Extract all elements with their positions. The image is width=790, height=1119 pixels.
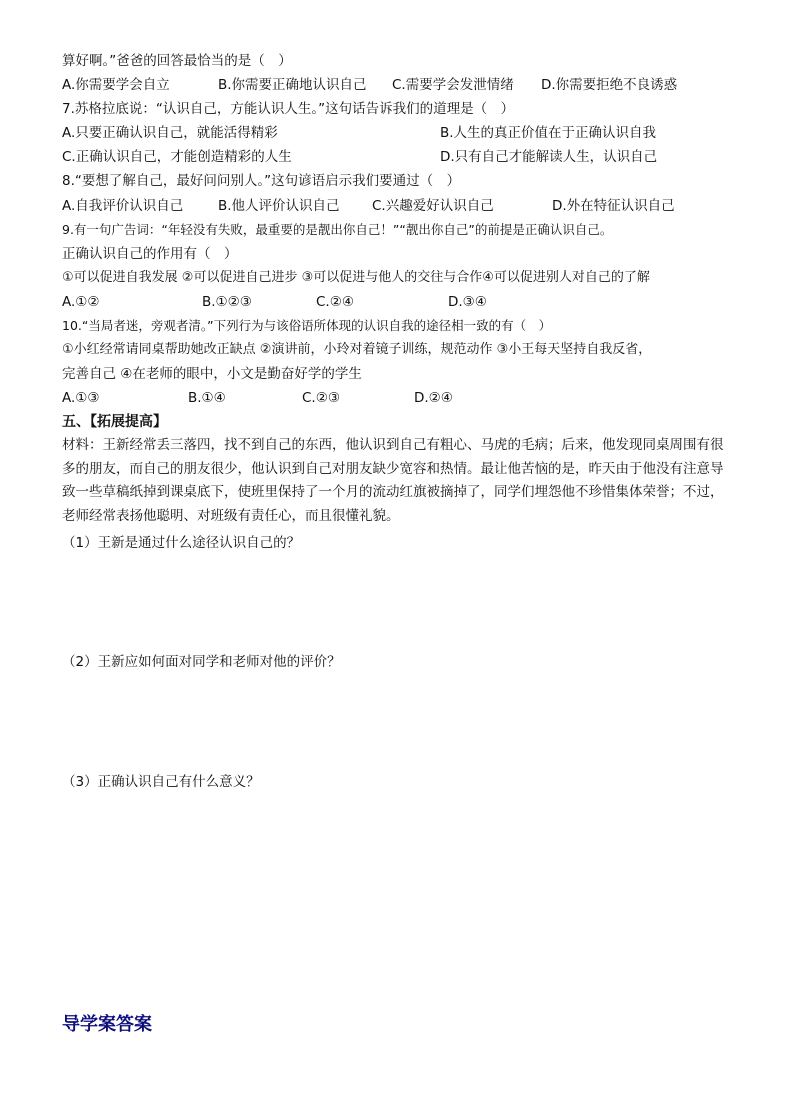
q10-statements-line1: ①小红经常请同桌帮助她改正缺点 ②演讲前，小玲对着镜子训练，规范动作 ③小王每天坚持自我反省， — [62, 342, 652, 357]
q9-option-b: B.①②③ — [202, 294, 252, 310]
q6-option-a: A.你需要学会自立 — [62, 77, 170, 93]
question-2: （2）王新应如何面对同学和老师对他的评价？ — [62, 654, 341, 670]
q9-option-d: D.③④ — [448, 294, 487, 310]
q10-statements-line2: 完善自己 ④在老师的眼中，小文是勤奋好学的学生 — [62, 366, 362, 382]
q7-option-d: D.只有自己才能解读人生，认识自己 — [440, 149, 658, 165]
q8-stem: 8.“要想了解自己，最好问问别人。”这句谚语启示我们要通过（ ） — [62, 173, 461, 189]
q6-option-c: C.需要学会发泄情绪 — [392, 77, 514, 93]
q8-option-b: B.他人评价认识自己 — [218, 198, 340, 214]
q10-option-a: A.①③ — [62, 390, 100, 406]
q9-option-c: C.②④ — [316, 294, 354, 310]
q10-option-b: B.①④ — [188, 390, 226, 406]
q9-statements: ①可以促进自我发展 ②可以促进自己进步 ③可以促进与他人的交往与合作④可以促进别人对自己的了解 — [62, 270, 650, 285]
material-paragraph: 材料：王新经常丢三落四，找不到自己的东西，他认识到自己有粗心、马虎的毛病；后来，他发现同桌周围有很多的朋友，而自己的朋友很少，他认识到自己对朋友缺少宽容和热情。最让他苦恼的是，昨天由于他没有注意导致一些草稿纸掉到课桌底下，使班里保持了一个月的流动红旗被摘掉了，同学们埋怨他不珍惜集体荣誉；不过，老师经常表扬他聪明、对班级有责任心，而且很懂礼貌。 — [62, 437, 724, 524]
q9-option-a: A.①② — [62, 294, 100, 310]
q9-stem-line2: 正确认识自己的作用有（ ） — [62, 246, 238, 262]
q9-stem-line1: 9.有一句广告词：“年轻没有失败，最重要的是靓出你自己！”“靓出你自己”的前提是正确认识自己。 — [62, 222, 613, 237]
q6-stem-tail: 算好啊。”爸爸的回答最恰当的是（ ） — [62, 53, 292, 69]
answer-title: 导学案答案 — [62, 1014, 152, 1035]
q8-option-a: A.自我评价认识自己 — [62, 198, 184, 214]
q6-option-d: D.你需要拒绝不良诱惑 — [541, 77, 678, 93]
q7-option-a: A.只要正确认识自己，就能活得精彩 — [62, 125, 278, 141]
q7-stem: 7.苏格拉底说：“认识自己，方能认识人生。”这句话告诉我们的道理是（ ） — [62, 101, 515, 117]
q10-stem: 10.“当局者迷，旁观者清。”下列行为与该俗语所体现的认识自我的途径相一致的有（ ） — [62, 318, 552, 333]
q7-option-c: C.正确认识自己，才能创造精彩的人生 — [62, 149, 292, 165]
q6-option-b: B.你需要正确地认识自己 — [218, 77, 367, 93]
q8-option-d: D.外在特征认识自己 — [552, 198, 675, 214]
question-3: （3）正确认识自己有什么意义？ — [62, 774, 260, 790]
q8-option-c: C.兴趣爱好认识自己 — [372, 198, 494, 214]
q10-option-c: C.②③ — [302, 390, 340, 406]
question-1: （1）王新是通过什么途径认识自己的？ — [62, 535, 301, 551]
q7-option-b: B.人生的真正价值在于正确认识自我 — [440, 125, 657, 141]
q10-option-d: D.②④ — [414, 390, 453, 406]
section-heading: 五、【拓展提高】 — [62, 414, 167, 430]
